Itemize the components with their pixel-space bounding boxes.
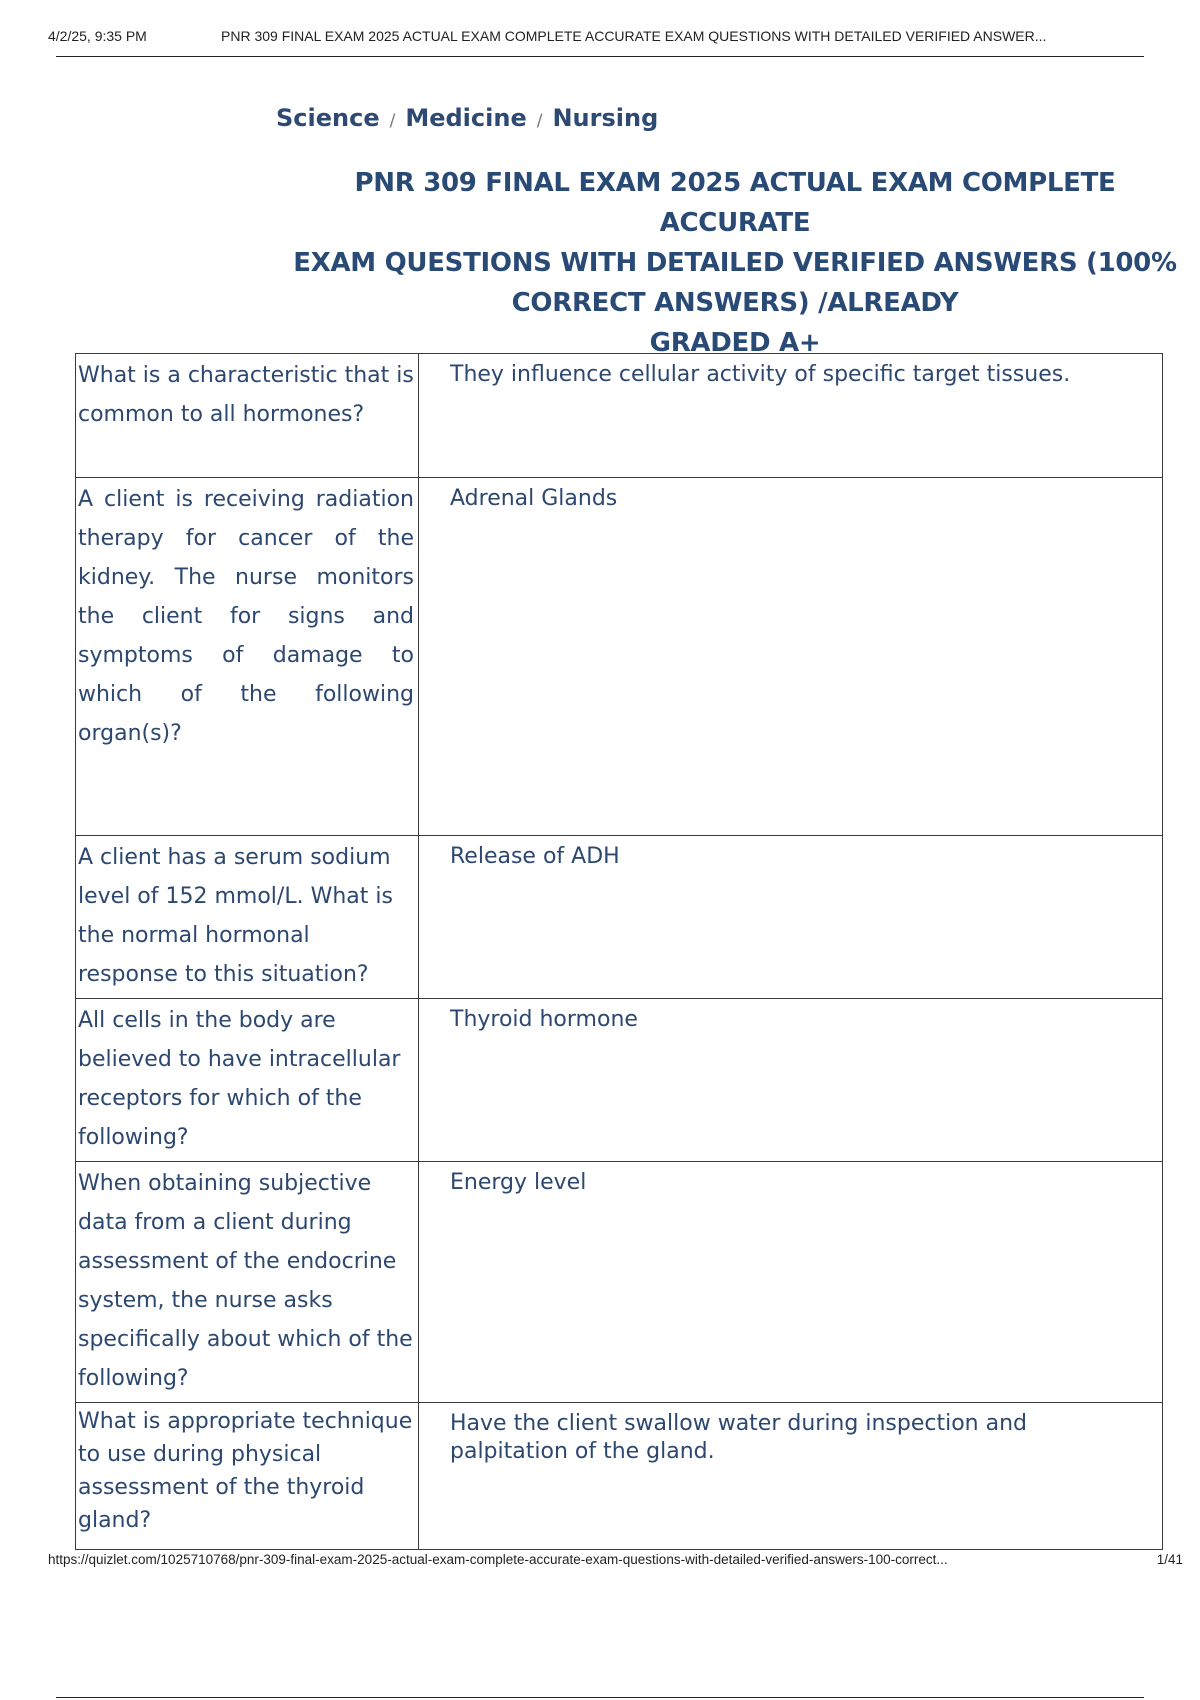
question-cell: When obtaining subjective data from a client during assessment of the endocrine system, the nurse asks specifically about which of the following? (76, 1162, 419, 1403)
breadcrumb-separator: / (389, 111, 396, 131)
breadcrumb (276, 104, 658, 132)
header-rule (56, 56, 1144, 57)
answer-cell: They influence cellular activity of specific target tissues. (419, 354, 1163, 478)
answer-cell: Adrenal Glands (419, 478, 1163, 836)
breadcrumb-separator: / (536, 111, 543, 131)
question-cell: A client has a serum sodium level of 152 mmol/L. What is the normal hormonal response to this situation? (76, 836, 419, 999)
table-row (76, 354, 1163, 478)
title-line: PNR 309 FINAL EXAM 2025 ACTUAL EXAM COMPLETE ACCURATE (354, 168, 1116, 238)
table-row (76, 836, 1163, 999)
footer-rule (56, 1697, 1144, 1698)
document-title (290, 163, 1180, 363)
question-cell: All cells in the body are believed to have intracellular receptors for which of the following? (76, 999, 419, 1162)
breadcrumb-item-nursing[interactable]: Nursing (552, 104, 659, 132)
answer-cell: Thyroid hormone (419, 999, 1163, 1162)
answer-cell: Have the client swallow water during inspection and palpitation of the gland. (419, 1403, 1163, 1550)
title-line: EXAM QUESTIONS WITH DETAILED VERIFIED ANSWERS (100% (293, 248, 1177, 278)
answer-cell: Release of ADH (419, 836, 1163, 999)
question-cell: What is appropriate technique to use during physical assessment of the thyroid gland? (76, 1403, 419, 1550)
qa-table (75, 353, 1163, 1550)
table-row (76, 1162, 1163, 1403)
page-number: 1/41 (1156, 1552, 1183, 1567)
table-row (76, 999, 1163, 1162)
print-footer (48, 1552, 1183, 1567)
breadcrumb-item-medicine[interactable]: Medicine (405, 104, 527, 132)
print-title: PNR 309 FINAL EXAM 2025 ACTUAL EXAM COMPLETE ACCURATE EXAM QUESTIONS WITH DETAILED VERIFIED ANSWER... (221, 28, 1047, 44)
table-row (76, 478, 1163, 836)
question-cell: What is a characteristic that is common to all hormones? (76, 354, 419, 478)
page-url: https://quizlet.com/1025710768/pnr-309-final-exam-2025-actual-exam-complete-accurate-exam-questions-with-detailed-verified-answers-100-correct... (48, 1552, 948, 1567)
title-line: GRADED A+ (649, 328, 821, 358)
breadcrumb-item-science[interactable]: Science (276, 104, 380, 132)
print-datetime: 4/2/25, 9:35 PM (48, 28, 147, 44)
print-header (48, 28, 1178, 44)
answer-cell: Energy level (419, 1162, 1163, 1403)
question-cell: A client is receiving radiation therapy for cancer of the kidney. The nurse monitors the client for signs and symptoms of damage to which of the following organ(s)? (76, 478, 419, 836)
title-line: CORRECT ANSWERS) /ALREADY (511, 288, 959, 318)
table-row (76, 1403, 1163, 1550)
